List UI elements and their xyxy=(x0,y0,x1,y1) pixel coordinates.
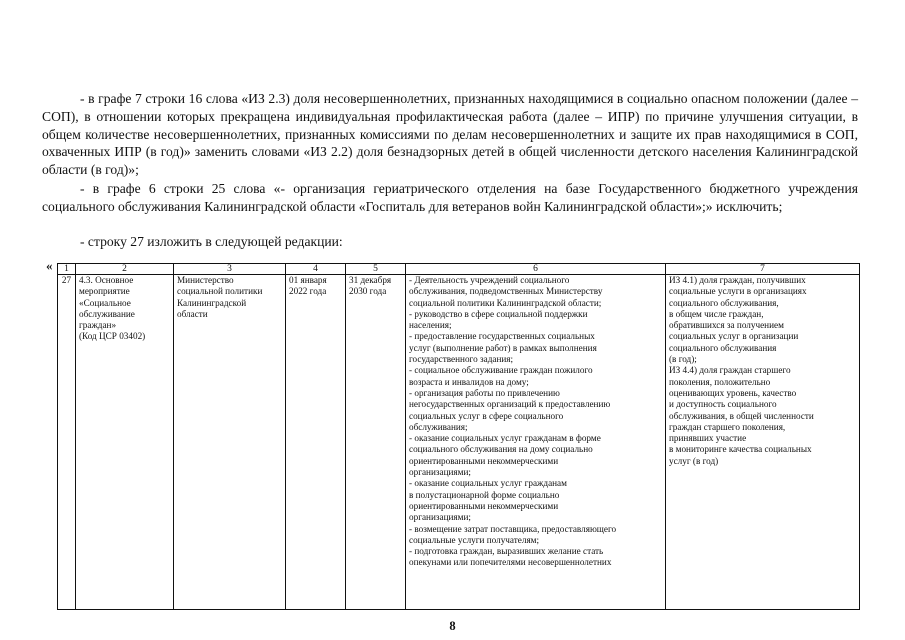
end-date-cell xyxy=(346,275,406,610)
activities-cell xyxy=(406,275,666,610)
cell-line: организациями; xyxy=(409,512,471,523)
paragraph-row27-intro: - строку 27 изложить в следующей редакции: xyxy=(80,234,343,249)
cell-line: социального обслуживания xyxy=(669,342,777,353)
cell-line: услуг (выполнение работ) в рамках выполнения xyxy=(409,342,597,353)
start-date-cell xyxy=(286,275,346,610)
cell-line: населения; xyxy=(409,320,452,331)
cell-line: - оказание социальных услуг гражданам xyxy=(409,478,567,489)
header-col-1: 1 xyxy=(58,264,76,275)
cell-line: «Социальное xyxy=(79,297,131,308)
cell-line: возраста и инвалидов на дому; xyxy=(409,376,529,387)
amendment-table xyxy=(57,263,860,610)
header-col-7: 7 xyxy=(666,264,860,275)
cell-line: мероприятие xyxy=(79,286,130,297)
cell-line: - Деятельность учреждений социального xyxy=(409,275,570,285)
header-col-2: 2 xyxy=(76,264,174,275)
cell-line: социальных услуг в сфере социального xyxy=(409,410,564,421)
cell-line: (Код ЦСР 03402) xyxy=(79,331,146,342)
cell-line: социальной политики Калининградской области; xyxy=(409,297,602,308)
page-number: 8 xyxy=(449,619,456,633)
event-cell xyxy=(76,275,174,610)
cell-line: - руководство в сфере социальной поддержки xyxy=(409,308,588,319)
cell-line: - организация работы по привлечению xyxy=(409,387,560,398)
cell-line: социальных услуг в организации xyxy=(669,331,799,342)
cell-line: ориентированными некоммерческими xyxy=(409,500,559,511)
header-col-5: 5 xyxy=(346,264,406,275)
table-row xyxy=(58,275,860,610)
cell-line: - оказание социальных услуг гражданам в форме xyxy=(409,433,601,444)
cell-line: в общем числе граждан, xyxy=(669,308,764,319)
cell-line: и доступность социального xyxy=(669,399,777,410)
cell-line: - подготовка граждан, выразивших желание стать xyxy=(409,546,604,557)
cell-line: в мониторинге качества социальных xyxy=(669,444,812,455)
cell-line: социальные услуги получателям; xyxy=(409,534,540,545)
cell-line: негосударственных организаций к предоставлению xyxy=(409,399,611,410)
table-header-row xyxy=(58,264,860,275)
cell-line: - социальное обслуживание граждан пожилого xyxy=(409,365,593,376)
cell-line: Калининградской xyxy=(177,297,247,308)
cell-line: социального обслуживания, xyxy=(669,297,779,308)
cell-line: государственного задания; xyxy=(409,354,514,365)
cell-line: опекунами или попечителями несовершеннолетних xyxy=(409,557,612,568)
cell-line: обслуживания; xyxy=(409,421,468,432)
cell-line: обслуживание xyxy=(79,308,135,319)
cell-line: обслуживания, в общей численности xyxy=(669,410,814,421)
cell-line: - предоставление государственных социальных xyxy=(409,331,595,342)
cell-line: 31 декабря xyxy=(349,275,392,285)
cell-line: социального обслуживания на дому социально xyxy=(409,444,593,455)
cell-line: области xyxy=(177,308,208,319)
header-col-3: 3 xyxy=(174,264,286,275)
cell-line: обратившихся за получением xyxy=(669,320,784,331)
table-open-quote: « xyxy=(46,258,53,273)
cell-line: оценивающих уровень, качество xyxy=(669,387,797,398)
cell-line: Министерство xyxy=(177,275,234,285)
cell-line: ИЗ 4.4) доля граждан старшего xyxy=(669,365,791,376)
cell-line: обслуживания, подведомственных Министерству xyxy=(409,286,603,297)
cell-line: (в год); xyxy=(669,354,697,365)
cell-line: граждан старшего поколения, xyxy=(669,421,786,432)
cell-line: ИЗ 4.1) доля граждан, получивших xyxy=(669,275,806,285)
indicators-cell xyxy=(666,275,860,610)
cell-line: поколения, положительно xyxy=(669,376,771,387)
paragraph-graph6-row25: - в графе 6 строки 25 слова «- организация гериатрического отделения на базе Государственного бюджетного учреждения социального обслуживания Калининградской области «Госпиталь для ветеранов войн Калининградской области»;» исключить; xyxy=(42,181,858,214)
cell-line: организациями; xyxy=(409,467,471,478)
cell-line: 2030 года xyxy=(349,286,387,297)
cell-line: ориентированными некоммерческими xyxy=(409,455,559,466)
cell-line: - возмещение затрат поставщика, предоставляющего xyxy=(409,523,617,534)
cell-line: услуг (в год) xyxy=(669,455,719,466)
cell-line: социальной политики xyxy=(177,286,263,297)
cell-line: 01 января xyxy=(289,275,327,285)
cell-line: в полустационарной форме социально xyxy=(409,489,560,500)
executor-cell xyxy=(174,275,286,610)
header-col-4: 4 xyxy=(286,264,346,275)
header-col-6: 6 xyxy=(406,264,666,275)
cell-line: 4.3. Основное xyxy=(79,275,134,285)
row-number-cell: 27 xyxy=(58,275,76,610)
cell-line: 2022 года xyxy=(289,286,327,297)
cell-line: социальные услуги в организациях xyxy=(669,286,807,297)
cell-line: граждан» xyxy=(79,320,117,331)
paragraph-graph7-row16: - в графе 7 строки 16 слова «ИЗ 2.3) доля несовершеннолетних, признанных находящимися в социально опасном положении (далее – СОП), в отношении которых прекращена индивидуальная профилактическая работа (далее – ИПР) по причине улучшения ситуации, в общем количестве несовершеннолетних, признанных комиссиями по делам несовершеннолетних и защите их прав находящимися в СОП, охваченных ИПР (в год)» заменить словами «ИЗ 2.2) доля безнадзорных детей в общей численности детского населения Калининградской области (в год)»; xyxy=(42,91,858,178)
cell-line: принявших участие xyxy=(669,433,747,444)
